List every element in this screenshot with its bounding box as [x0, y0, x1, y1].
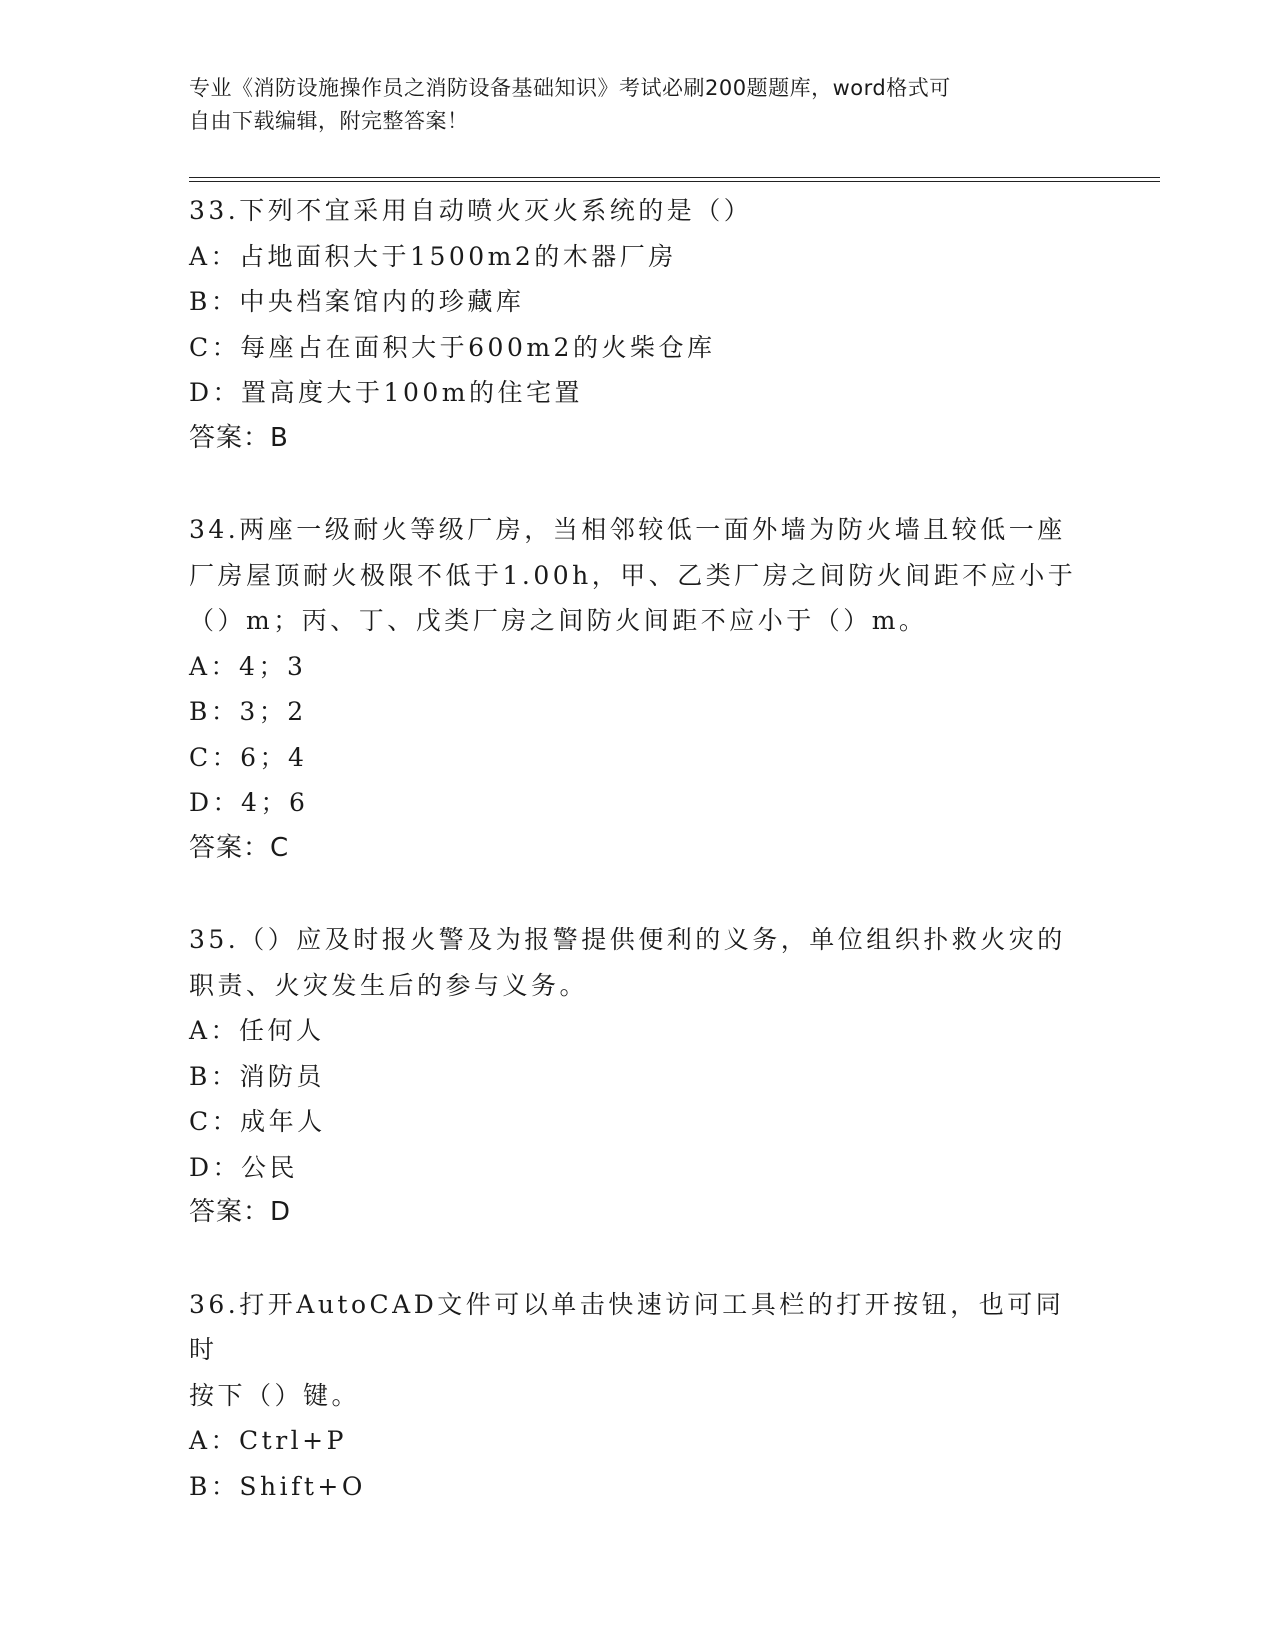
- question-stem: [189, 507, 1089, 644]
- question-35: [189, 917, 1089, 1236]
- option-a: A：任何人: [189, 1016, 325, 1045]
- option-c: C：成年人: [189, 1107, 326, 1136]
- stem-line: 35.（）应及时报火警及为报警提供便利的义务，单位组织扑救火灾的: [189, 925, 1066, 954]
- document-header: [189, 72, 1089, 138]
- stem-line: 厂房屋顶耐火极限不低于1.00h，甲、乙类厂房之间防火间距不应小于: [189, 560, 1077, 590]
- stem-line: 36.打开AutoCAD文件可以单击快速访问工具栏的打开按钮，也可同时: [189, 1289, 1065, 1364]
- option-d: D：公民: [189, 1152, 299, 1182]
- question-36: [189, 1282, 1089, 1510]
- header-line-1: 专业《消防设施操作员之消防设备基础知识》考试必刷200题题库，word格式可: [189, 76, 951, 100]
- option-a: A：4；3: [189, 651, 307, 681]
- option-b: B：消防员: [189, 1061, 325, 1091]
- stem-line: 34.两座一级耐火等级厂房，当相邻较低一面外墙为防火墙且较低一座: [189, 515, 1066, 544]
- option-d: D：4；6: [189, 788, 309, 817]
- answer-label: 答案：D: [189, 1197, 292, 1227]
- question-33: [189, 188, 1089, 461]
- question-stem: [189, 1282, 1089, 1419]
- stem-line: 33.下列不宜采用自动喷火灭火系统的是（）: [189, 196, 753, 225]
- header-divider-top: [189, 177, 1160, 178]
- option-d: D：置高度大于100m的住宅置: [189, 378, 583, 407]
- question-34: [189, 507, 1089, 871]
- stem-line: 按下（）键。: [189, 1380, 361, 1410]
- stem-line: （）m；丙、丁、戊类厂房之间防火间距不应小于（）m。: [189, 606, 928, 635]
- question-stem: [189, 917, 1089, 1008]
- stem-line: 职责、火灾发生后的参与义务。: [189, 970, 589, 1000]
- header-line-2: 自由下载编辑，附完整答案！: [189, 109, 469, 133]
- option-c: C：6；4: [189, 742, 308, 772]
- header-divider-bottom: [189, 181, 1160, 182]
- option-c: C：每座占在面积大于600m2的火柴仓库: [189, 332, 716, 362]
- option-a: A：Ctrl+P: [189, 1426, 347, 1455]
- option-b: B：Shift+O: [189, 1471, 366, 1501]
- question-stem: [189, 188, 1089, 234]
- question-list: [189, 188, 1089, 1509]
- option-b: B：中央档案馆内的珍藏库: [189, 287, 525, 316]
- option-b: B：3；2: [189, 697, 307, 726]
- option-a: A：占地面积大于1500m2的木器厂房: [189, 241, 677, 271]
- answer-label: 答案：C: [189, 832, 290, 863]
- answer-label: 答案：B: [189, 422, 289, 453]
